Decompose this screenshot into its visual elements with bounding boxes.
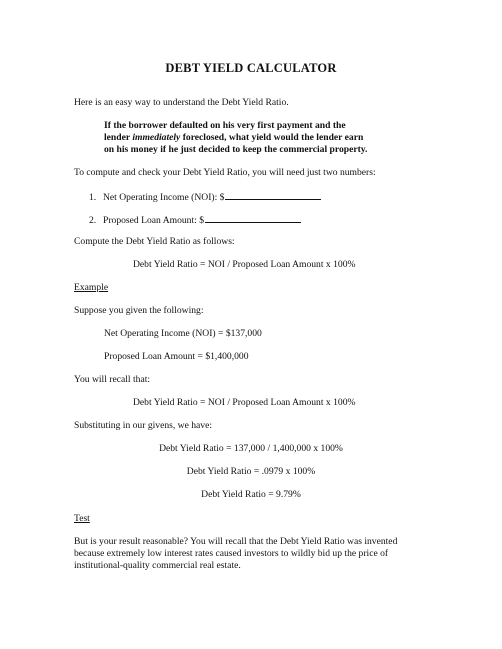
calculation-result: Debt Yield Ratio = 9.79% — [201, 489, 301, 500]
test-heading: Test — [74, 513, 90, 524]
formula: Debt Yield Ratio = NOI / Proposed Loan Amount x 100% — [133, 259, 356, 270]
given-loan-amount: Proposed Loan Amount = $1,400,000 — [104, 351, 249, 362]
test-paragraph-line-3: institutional-quality commercial real estate. — [74, 560, 241, 571]
list-item-noi — [89, 190, 321, 204]
given-noi: Net Operating Income (NOI) = $137,000 — [104, 328, 262, 339]
highlight-line-3: on his money if he just decided to keep the commercial property. — [104, 144, 368, 155]
list-number: 1. — [89, 192, 97, 203]
calculation-step-2: Debt Yield Ratio = .0979 x 100% — [186, 466, 316, 477]
recall-text: You will recall that: — [74, 374, 151, 385]
compute-intro-text: Compute the Debt Yield Ratio as follows: — [74, 236, 235, 247]
list-item-loan-amount — [89, 213, 301, 227]
calculation-step-1: Debt Yield Ratio = 137,000 / 1,400,000 x 100% — [159, 443, 343, 454]
test-paragraph-line-1: But is your result reasonable? You will recall that the Debt Yield Ratio was invented — [74, 536, 398, 547]
test-paragraph-line-2: because extremely low interest rates caused investors to wildly bid up the price of — [74, 548, 389, 559]
highlight-line-2-start: lender — [104, 132, 133, 143]
intro-text: Here is an easy way to understand the Debt Yield Ratio. — [74, 97, 289, 108]
formula-repeat: Debt Yield Ratio = NOI / Proposed Loan Amount x 100% — [133, 397, 356, 408]
highlight-line-2-end: foreclosed, what yield would the lender earn — [180, 132, 364, 143]
list-item-label: Proposed Loan Amount: $ — [103, 215, 204, 226]
instruction-text: To compute and check your Debt Yield Ratio, you will need just two numbers: — [74, 167, 376, 178]
example-intro-text: Suppose you given the following: — [74, 305, 204, 316]
list-item-label: Net Operating Income (NOI): $ — [103, 192, 225, 203]
highlight-line-2 — [104, 132, 363, 144]
highlight-line-1: If the borrower defaulted on his very first payment and the — [104, 120, 346, 131]
highlight-emphasis: immediately — [132, 132, 181, 143]
loan-amount-blank-field[interactable] — [205, 213, 301, 223]
list-number: 2. — [89, 215, 97, 226]
example-heading: Example — [74, 282, 109, 293]
substituting-text: Substituting in our givens, we have: — [74, 420, 213, 431]
page-title: DEBT YIELD CALCULATOR — [165, 61, 337, 75]
noi-blank-field[interactable] — [225, 190, 321, 200]
